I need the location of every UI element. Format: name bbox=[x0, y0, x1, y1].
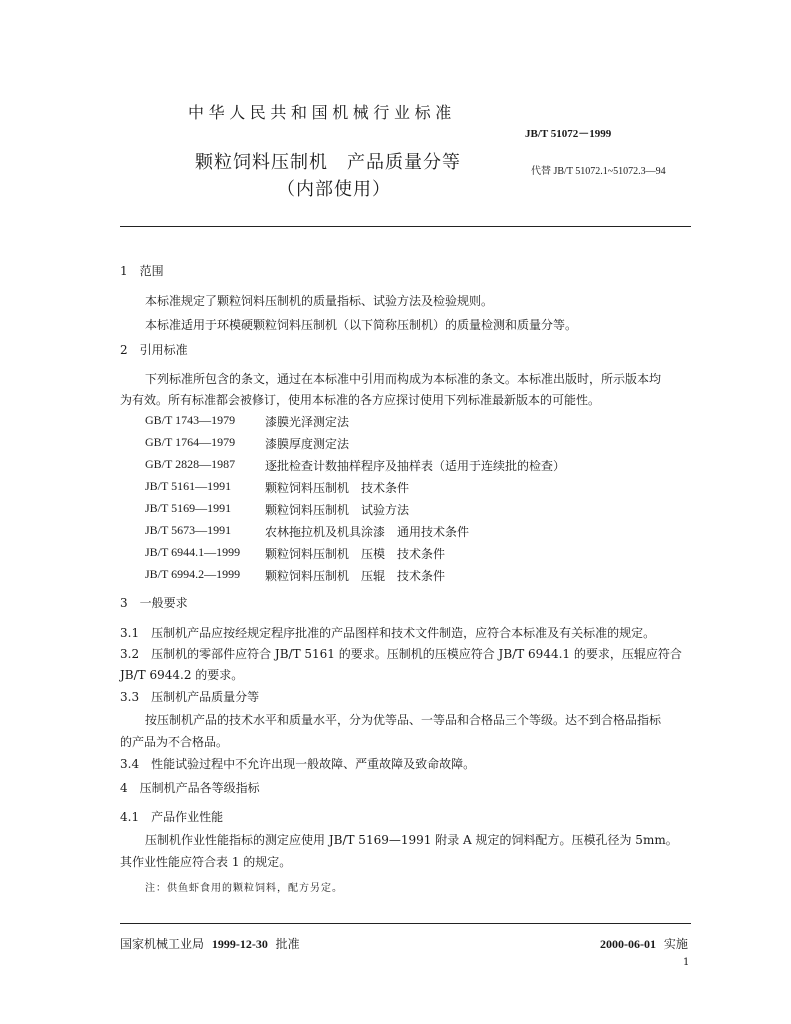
reference-code: JB/T 5673—1991 bbox=[145, 523, 232, 537]
section-2-heading: 2 引用标准 bbox=[120, 343, 188, 357]
clause-3-3-heading: 3.3 压制机产品质量分等 bbox=[120, 690, 260, 704]
document-subtitle: （内部使用） bbox=[277, 179, 391, 200]
standard-number: JB/T 51072－1999 bbox=[525, 128, 612, 140]
reference-title: 逐批检查计数抽样程序及抽样表（适用于连续批的检查） bbox=[265, 459, 566, 473]
clause-4-1-line-1: 压制机作业性能指标的测定应使用 JB/T 5169—1991 附录 A 规定的饲料配方。压模孔径为 5mm。 bbox=[145, 833, 678, 847]
section-1-paragraph-1: 本标准规定了颗粒饲料压制机的质量指标、试验方法及检验规则。 bbox=[145, 294, 494, 308]
reference-code: GB/T 1764—1979 bbox=[145, 435, 236, 449]
section-2-intro-line-1: 下列标准所包含的条文，通过在本标准中引用而构成为本标准的条文。本标准出版时，所示版本均 bbox=[145, 372, 662, 386]
reference-code: JB/T 5169—1991 bbox=[145, 501, 232, 515]
document-title: 颗粒饲料压制机 产品质量分等 bbox=[195, 152, 461, 173]
clause-3-4: 3.4 性能试验过程中不允许出现一般故障、严重故障及致命故障。 bbox=[120, 757, 476, 771]
reference-code: JB/T 6994.2—1999 bbox=[145, 567, 241, 581]
reference-title: 颗粒饲料压制机 压辊 技术条件 bbox=[265, 569, 446, 583]
implementation-date: 2000-06-01 bbox=[600, 937, 656, 951]
reference-title: 颗粒饲料压制机 技术条件 bbox=[265, 481, 410, 495]
section-1-paragraph-2: 本标准适用于环模硬颗粒饲料压制机（以下简称压制机）的质量检测和质量分等。 bbox=[145, 318, 578, 332]
implementation-line bbox=[600, 935, 688, 952]
header-divider bbox=[120, 226, 691, 227]
approval-word: 批准 bbox=[275, 937, 300, 951]
reference-code: JB/T 5161—1991 bbox=[145, 479, 232, 493]
reference-code: JB/T 6944.1—1999 bbox=[145, 545, 241, 559]
implementation-word: 实施 bbox=[663, 937, 688, 951]
reference-title: 颗粒饲料压制机 试验方法 bbox=[265, 503, 410, 517]
issuing-organization: 中华人民共和国机械行业标准 bbox=[188, 103, 456, 122]
approval-org: 国家机械工业局 bbox=[120, 937, 205, 951]
footer-divider bbox=[120, 923, 691, 924]
clause-4-1-line-2: 其作业性能应符合表 1 的规定。 bbox=[120, 855, 292, 869]
clause-4-1-heading: 4.1 产品作业性能 bbox=[120, 810, 224, 824]
reference-code: GB/T 2828—1987 bbox=[145, 457, 236, 471]
note: 注：供鱼虾食用的颗粒饲料，配方另定。 bbox=[145, 883, 343, 894]
reference-title: 农林拖拉机及机具涂漆 通用技术条件 bbox=[265, 525, 470, 539]
clause-3-2-line-2: JB/T 6944.2 的要求。 bbox=[120, 668, 244, 682]
reference-code: GB/T 1743—1979 bbox=[145, 413, 236, 427]
section-1-heading: 1 范围 bbox=[120, 264, 164, 278]
clause-3-3-line-2: 的产品为不合格品。 bbox=[120, 735, 229, 749]
reference-title: 漆膜光泽测定法 bbox=[265, 415, 350, 429]
reference-title: 颗粒饲料压制机 压模 技术条件 bbox=[265, 547, 446, 561]
section-2-intro-line-2: 为有效。所有标准都会被修订，使用本标准的各方应探讨使用下列标准最新版本的可能性。 bbox=[120, 393, 601, 407]
section-4-heading: 4 压制机产品各等级指标 bbox=[120, 781, 260, 795]
section-3-heading: 3 一般要求 bbox=[120, 596, 188, 610]
clause-3-2-line-1: 3.2 压制机的零部件应符合 JB/T 5161 的要求。压制机的压模应符合 JB/T 6944.1 的要求，压辊应符合 bbox=[120, 647, 682, 661]
replaces-standard: 代替 JB/T 51072.1~51072.3—94 bbox=[531, 166, 666, 177]
clause-3-3-line-1: 按压制机产品的技术水平和质量水平，分为优等品、一等品和合格品三个等级。达不到合格品指标 bbox=[145, 713, 662, 727]
clause-3-1: 3.1 压制机产品应按经规定程序批准的产品图样和技术文件制造，应符合本标准及有关标准的规定。 bbox=[120, 626, 656, 640]
approval-line bbox=[120, 935, 300, 952]
approval-date: 1999-12-30 bbox=[211, 937, 268, 951]
reference-title: 漆膜厚度测定法 bbox=[265, 437, 350, 451]
page-number: 1 bbox=[683, 957, 690, 968]
